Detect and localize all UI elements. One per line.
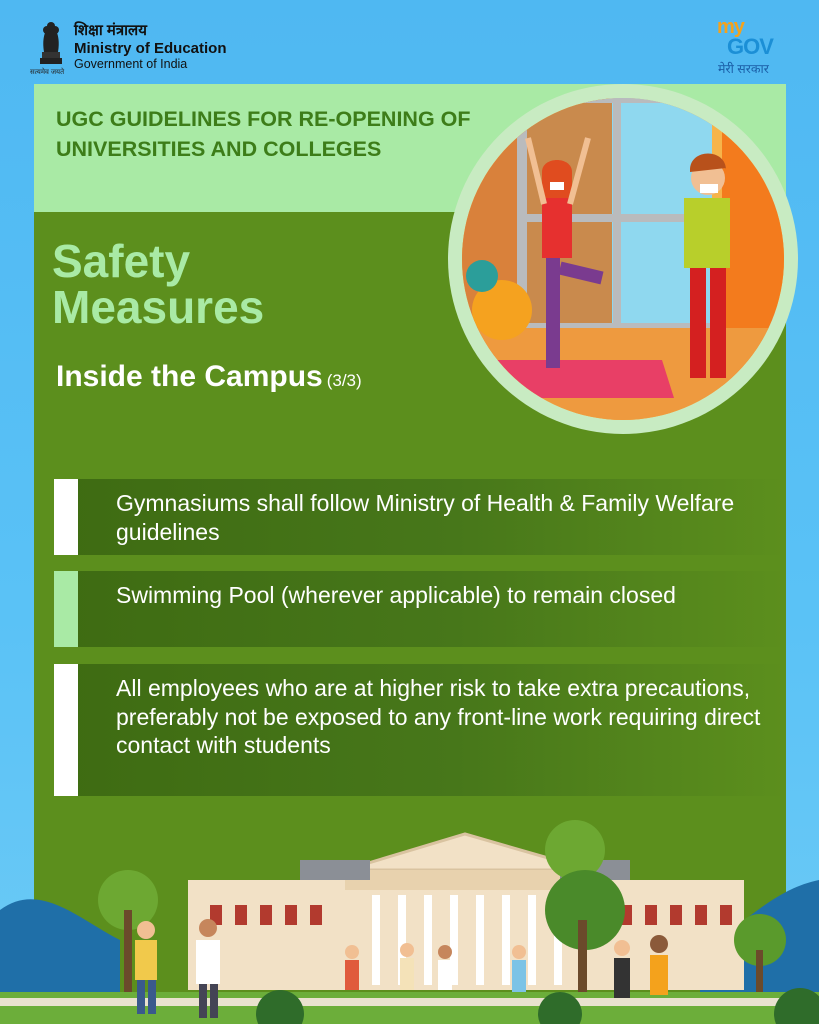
mygov-logo-gov: GOV [727, 34, 773, 59]
section-title [52, 235, 265, 333]
subsection-title [56, 360, 362, 394]
gym-illustration [462, 98, 784, 420]
ministry-name-english: Ministry of Education [74, 40, 227, 57]
mygov-tagline: मेरी सरकार [718, 62, 769, 76]
page-title: UGC GUIDELINES FOR RE-OPENING OF UNIVERSITIES AND COLLEGES [56, 107, 471, 161]
ministry-name-hindi: शिक्षा मंत्रालय [74, 22, 147, 39]
list-item [54, 479, 786, 555]
bullet-marker [54, 664, 78, 796]
section-title-line2: Measures [52, 281, 265, 333]
list-item [54, 571, 786, 647]
national-emblem-icon [34, 18, 68, 70]
gym-scene-icon [462, 98, 784, 420]
section-title-line1: Safety [52, 235, 191, 287]
list-item [54, 664, 786, 796]
list-item-text: Swimming Pool (wherever applicable) to remain closed [116, 582, 676, 608]
government-label: Government of India [74, 57, 188, 71]
campus-illustration-icon [0, 800, 819, 1024]
list-item-text: All employees who are at higher risk to take extra precautions, preferably not be exposed to any front-line work requiring direct contact with students [116, 675, 761, 758]
mygov-logo-my: my [717, 16, 744, 38]
bullet-marker [54, 479, 78, 555]
bullet-marker [54, 571, 78, 647]
page-indicator: (3/3) [326, 371, 362, 390]
list-item-text: Gymnasiums shall follow Ministry of Health & Family Welfare guidelines [116, 490, 735, 545]
subsection-title-text: Inside the Campus [56, 360, 323, 393]
emblem-motto: सत्यमेव जयते [30, 69, 65, 76]
